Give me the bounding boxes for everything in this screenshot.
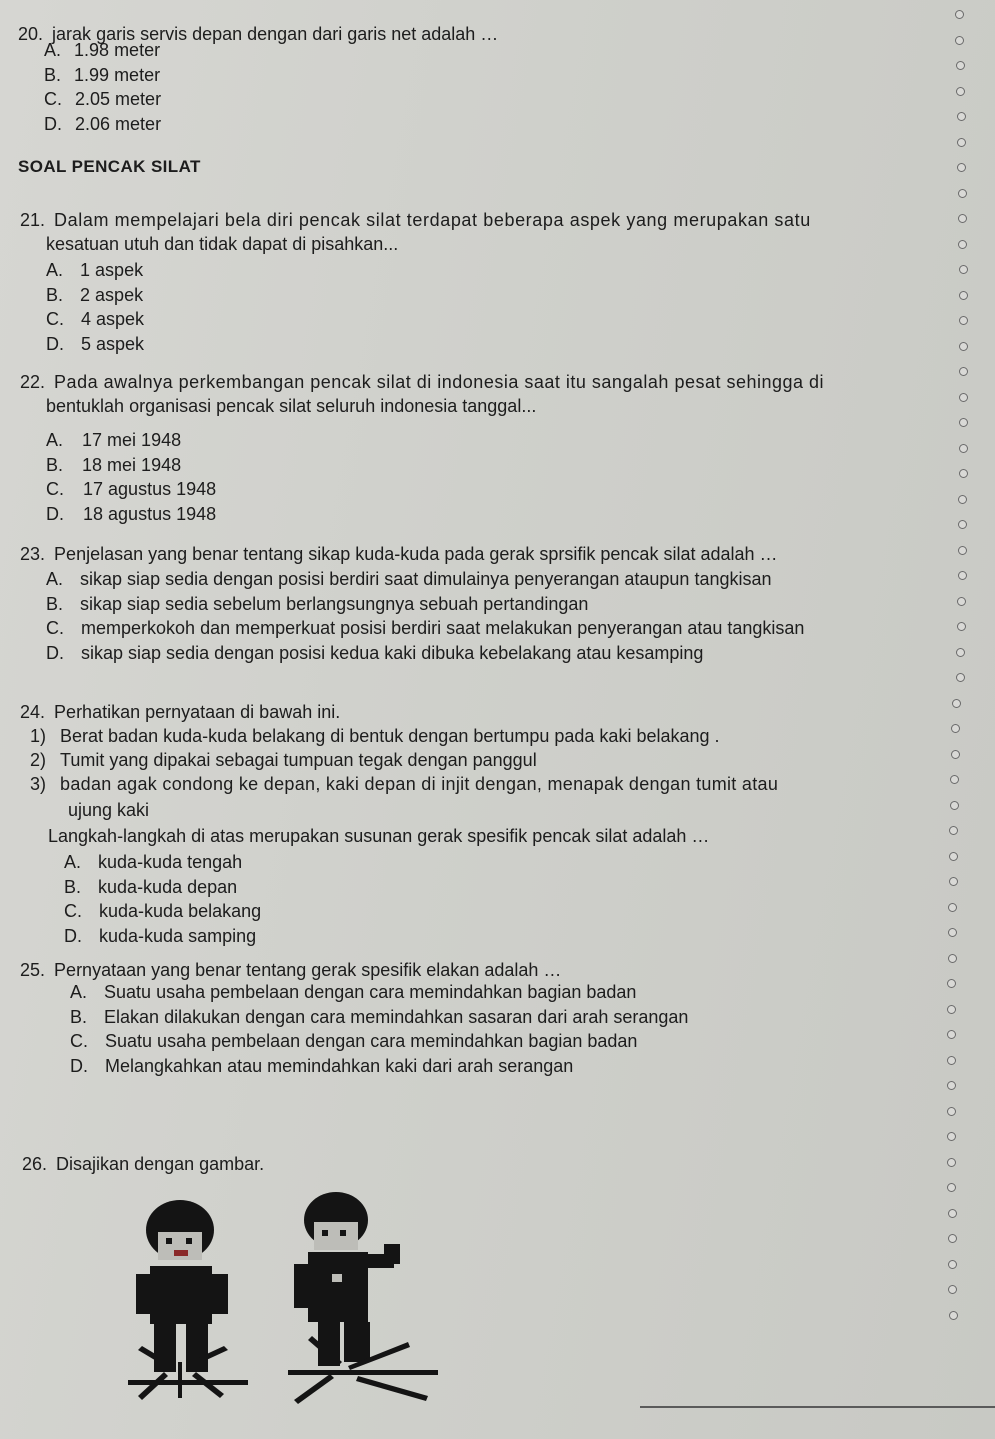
binding-ring-icon bbox=[952, 699, 961, 708]
option-a[interactable] bbox=[44, 38, 161, 63]
question-number: 23. bbox=[20, 544, 46, 564]
binding-ring-icon bbox=[947, 1132, 956, 1141]
option-a[interactable] bbox=[64, 850, 261, 875]
option-letter: D. bbox=[44, 113, 62, 134]
option-letter: C. bbox=[44, 89, 62, 110]
binding-ring-icon bbox=[958, 520, 967, 529]
question-text: Penjelasan yang benar tentang sikap kuda-kuda pada gerak sprsifik pencak silat adalah … bbox=[54, 544, 778, 564]
option-text: Suatu usaha pembelaan dengan cara memindahkan bagian badan bbox=[105, 1031, 638, 1052]
statement-number: 1) bbox=[30, 726, 47, 746]
statement-3-continued: ujung kaki bbox=[68, 800, 150, 820]
binding-ring-icon bbox=[957, 138, 966, 147]
option-letter: D. bbox=[46, 503, 64, 524]
option-d[interactable] bbox=[64, 924, 261, 949]
option-letter: B. bbox=[64, 876, 82, 897]
option-letter: D. bbox=[46, 333, 64, 354]
binding-ring-icon bbox=[958, 495, 967, 504]
binding-ring-icon bbox=[947, 1158, 956, 1167]
binding-ring-icon bbox=[958, 546, 967, 555]
option-a[interactable] bbox=[70, 980, 688, 1005]
option-letter: B. bbox=[44, 64, 62, 85]
question-number: 21. bbox=[20, 210, 46, 230]
option-text: kuda-kuda tengah bbox=[98, 852, 243, 872]
binding-ring-icon bbox=[947, 1030, 956, 1039]
binding-ring-icon bbox=[955, 10, 964, 19]
binding-ring-icon bbox=[957, 112, 966, 121]
option-text: 1.98 meter bbox=[74, 40, 161, 60]
binding-ring-icon bbox=[956, 648, 965, 657]
option-b[interactable] bbox=[64, 875, 261, 900]
binding-ring-icon bbox=[949, 1311, 958, 1320]
question-24-options bbox=[64, 850, 261, 948]
binding-ring-icon bbox=[947, 1183, 956, 1192]
option-letter: C. bbox=[70, 1031, 88, 1052]
option-c[interactable] bbox=[46, 477, 216, 502]
binding-ring-icon bbox=[948, 954, 957, 963]
statement-text: Berat badan kuda-kuda belakang di bentuk dengan bertumpu pada kaki belakang . bbox=[60, 726, 720, 746]
binding-ring-icon bbox=[949, 877, 958, 886]
binding-ring-icon bbox=[959, 469, 968, 478]
page-divider bbox=[640, 1406, 995, 1408]
option-text: Elakan dilakukan dengan cara memindahkan sasaran dari arah serangan bbox=[104, 1006, 689, 1027]
binding-ring-icon bbox=[947, 979, 956, 988]
binding-ring-icon bbox=[959, 291, 968, 300]
binding-ring-icon bbox=[948, 1285, 957, 1294]
option-text: 1 aspek bbox=[80, 260, 144, 280]
binding-ring-icon bbox=[948, 1234, 957, 1243]
question-25-stem bbox=[20, 958, 561, 982]
binding-ring-icon bbox=[947, 1005, 956, 1014]
binding-ring-icon bbox=[958, 214, 967, 223]
question-text: Pada awalnya perkembangan pencak silat di indonesia saat itu sangalah pesat sehingga di bbox=[54, 372, 825, 392]
question-21-stem bbox=[20, 208, 811, 256]
option-text: 2.06 meter bbox=[75, 113, 162, 134]
binding-ring-icon bbox=[947, 1056, 956, 1065]
option-letter: A. bbox=[64, 852, 82, 872]
option-letter: A. bbox=[70, 982, 88, 1002]
option-text: sikap siap sedia sebelum berlangsungnya sebuah pertandingan bbox=[80, 593, 589, 614]
question-text: Perhatikan pernyataan di bawah ini. bbox=[54, 702, 341, 722]
binding-ring-icon bbox=[951, 724, 960, 733]
option-text: 5 aspek bbox=[81, 333, 145, 354]
question-text-continued: bentuklah organisasi pencak silat seluruh indonesia tanggal... bbox=[46, 396, 537, 416]
question-text: Dalam mempelajari bela diri pencak silat terdapat beberapa aspek yang merupakan satu bbox=[54, 210, 811, 230]
binding-ring-icon bbox=[949, 852, 958, 861]
question-number: 20. bbox=[18, 24, 44, 44]
option-d[interactable] bbox=[46, 502, 216, 527]
option-text: 17 mei 1948 bbox=[82, 430, 182, 450]
binding-ring-icon bbox=[958, 240, 967, 249]
binding-ring-icon bbox=[948, 903, 957, 912]
question-number: 25. bbox=[20, 960, 46, 980]
option-text: Melangkahkan atau memindahkan kaki dari arah serangan bbox=[105, 1055, 574, 1076]
question-23-stem bbox=[20, 542, 778, 566]
pencak-silat-stance-illustration bbox=[128, 1190, 468, 1420]
section-title: SOAL PENCAK SILAT bbox=[18, 157, 201, 176]
question-text-continued: kesatuan utuh dan tidak dapat di pisahkan... bbox=[46, 234, 399, 254]
option-text: 18 agustus 1948 bbox=[83, 503, 217, 524]
binding-ring-icon bbox=[949, 826, 958, 835]
option-letter: A. bbox=[46, 260, 64, 280]
question-20-options bbox=[44, 38, 161, 136]
question-text: Pernyataan yang benar tentang gerak spesifik elakan adalah … bbox=[54, 960, 562, 980]
option-a[interactable] bbox=[46, 567, 804, 592]
option-a[interactable] bbox=[46, 428, 216, 453]
option-d[interactable] bbox=[46, 641, 804, 666]
binding-ring-icon bbox=[958, 571, 967, 580]
stance-figures-icon bbox=[128, 1190, 468, 1420]
option-letter: A. bbox=[46, 569, 64, 589]
option-a[interactable] bbox=[46, 258, 144, 283]
option-text: kuda-kuda depan bbox=[98, 876, 238, 897]
option-letter: C. bbox=[64, 901, 82, 922]
statement-text: Tumit yang dipakai sebagai tumpuan tegak dengan panggul bbox=[60, 750, 537, 770]
question-24-stem bbox=[20, 700, 340, 724]
option-text: 2 aspek bbox=[80, 284, 144, 305]
option-d[interactable] bbox=[70, 1054, 688, 1079]
binding-ring-icon bbox=[956, 87, 965, 96]
option-c[interactable] bbox=[46, 616, 804, 641]
question-text: Disajikan dengan gambar. bbox=[56, 1154, 265, 1174]
statement-number: 2) bbox=[30, 750, 47, 770]
option-c[interactable] bbox=[64, 899, 261, 924]
option-letter: D. bbox=[70, 1055, 88, 1076]
option-b[interactable] bbox=[46, 283, 144, 308]
option-text: 18 mei 1948 bbox=[82, 454, 182, 475]
option-b[interactable] bbox=[46, 453, 216, 478]
option-letter: B. bbox=[70, 1006, 88, 1027]
question-number: 24. bbox=[20, 702, 46, 722]
statement-3 bbox=[30, 772, 778, 796]
binding-ring-icon bbox=[959, 316, 968, 325]
binding-ring-icon bbox=[957, 597, 966, 606]
binding-ring-icon bbox=[959, 418, 968, 427]
spiral-binding bbox=[947, 10, 973, 1330]
option-text: memperkokoh dan memperkuat posisi berdiri saat melakukan penyerangan atau tangkisan bbox=[81, 618, 805, 639]
option-letter: C. bbox=[46, 618, 64, 639]
statement-list bbox=[30, 724, 778, 822]
binding-ring-icon bbox=[959, 444, 968, 453]
statement-text: badan agak condong ke depan, kaki depan di injit dengan, menapak dengan tumit atau bbox=[60, 774, 779, 794]
option-b[interactable] bbox=[46, 592, 804, 617]
option-text: kuda-kuda samping bbox=[99, 925, 257, 946]
binding-ring-icon bbox=[948, 1209, 957, 1218]
figure-right bbox=[288, 1192, 438, 1404]
statement-number: 3) bbox=[30, 774, 47, 794]
binding-ring-icon bbox=[956, 673, 965, 682]
binding-ring-icon bbox=[956, 61, 965, 70]
binding-ring-icon bbox=[950, 801, 959, 810]
binding-ring-icon bbox=[957, 622, 966, 631]
binding-ring-icon bbox=[947, 1107, 956, 1116]
question-text: jarak garis servis depan dengan dari garis net adalah … bbox=[52, 24, 499, 44]
binding-ring-icon bbox=[948, 1260, 957, 1269]
binding-ring-icon bbox=[959, 342, 968, 351]
statement-2 bbox=[30, 748, 778, 772]
option-b[interactable] bbox=[44, 63, 161, 88]
option-c[interactable] bbox=[70, 1029, 688, 1054]
option-text: 1.99 meter bbox=[74, 64, 161, 85]
option-text: 17 agustus 1948 bbox=[83, 479, 217, 500]
option-text: 2.05 meter bbox=[75, 89, 162, 110]
option-c[interactable] bbox=[46, 307, 144, 332]
option-text: kuda-kuda belakang bbox=[99, 901, 262, 922]
option-letter: D. bbox=[46, 642, 64, 663]
binding-ring-icon bbox=[950, 775, 959, 784]
binding-ring-icon bbox=[947, 1081, 956, 1090]
option-letter: B. bbox=[46, 284, 64, 305]
option-text: sikap siap sedia dengan posisi berdiri saat dimulainya penyerangan ataupun tangkisan bbox=[80, 569, 772, 589]
option-letter: C. bbox=[46, 309, 64, 330]
option-letter: B. bbox=[46, 454, 64, 475]
question-number: 26. bbox=[22, 1154, 48, 1174]
question-22-stem bbox=[20, 370, 824, 418]
option-letter: A. bbox=[44, 40, 62, 60]
binding-ring-icon bbox=[955, 36, 964, 45]
option-letter: D. bbox=[64, 925, 82, 946]
question-26-stem bbox=[22, 1152, 264, 1176]
binding-ring-icon bbox=[951, 750, 960, 759]
option-text: sikap siap sedia dengan posisi kedua kaki dibuka kebelakang atau kesamping bbox=[81, 642, 704, 663]
binding-ring-icon bbox=[948, 928, 957, 937]
option-text: 4 aspek bbox=[81, 309, 145, 330]
question-22-options bbox=[46, 428, 216, 526]
question-25-options bbox=[70, 980, 688, 1078]
option-letter: A. bbox=[46, 430, 64, 450]
option-d[interactable] bbox=[44, 112, 161, 137]
binding-ring-icon bbox=[957, 163, 966, 172]
question-23-options bbox=[46, 567, 804, 665]
question-number: 22. bbox=[20, 372, 46, 392]
binding-ring-icon bbox=[959, 393, 968, 402]
option-text: Suatu usaha pembelaan dengan cara memindahkan bagian badan bbox=[104, 982, 637, 1002]
option-c[interactable] bbox=[44, 87, 161, 112]
question-21-options bbox=[46, 258, 144, 356]
binding-ring-icon bbox=[958, 189, 967, 198]
option-b[interactable] bbox=[70, 1005, 688, 1030]
question-24-followup: Langkah-langkah di atas merupakan susunan gerak spesifik pencak silat adalah … bbox=[48, 826, 710, 846]
option-d[interactable] bbox=[46, 332, 144, 357]
binding-ring-icon bbox=[959, 265, 968, 274]
figure-left bbox=[128, 1200, 248, 1400]
statement-1 bbox=[30, 724, 778, 748]
binding-ring-icon bbox=[959, 367, 968, 376]
option-letter: C. bbox=[46, 479, 64, 500]
option-letter: B. bbox=[46, 593, 64, 614]
